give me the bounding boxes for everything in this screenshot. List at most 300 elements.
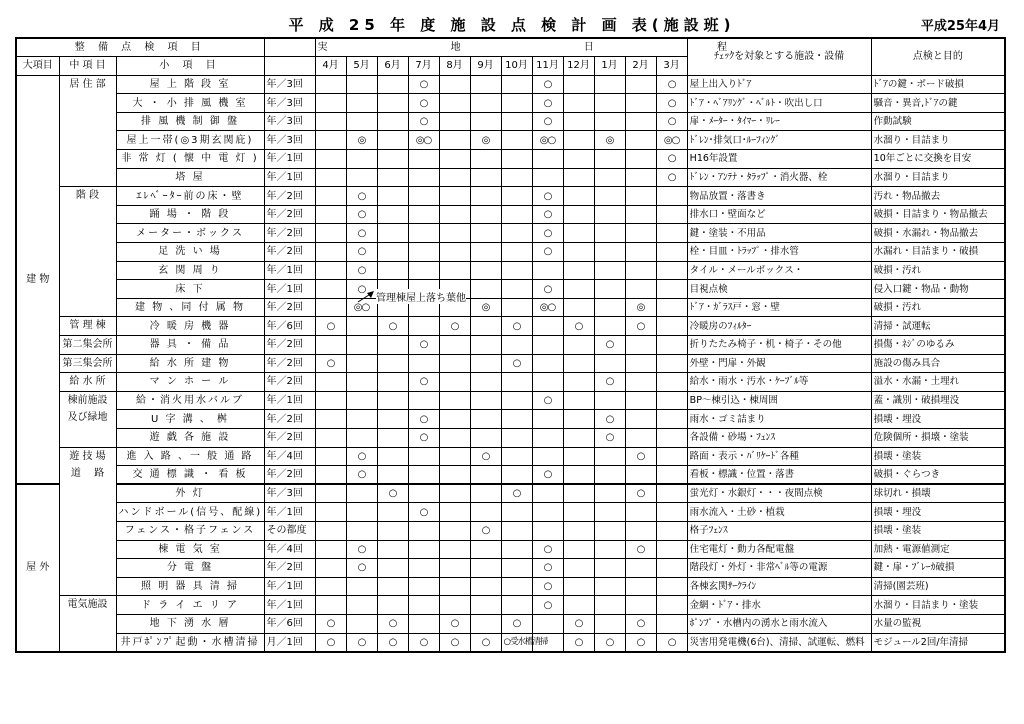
schedule-mark: ○: [377, 317, 408, 336]
schedule-mark: [377, 559, 408, 578]
schedule-mark: [656, 205, 687, 224]
schedule-mark: [315, 150, 346, 169]
schedule-mark: ◎○: [408, 131, 439, 150]
schedule-mark: [439, 503, 470, 522]
schedule-mark: [439, 75, 470, 94]
schedule-mark: [315, 168, 346, 187]
schedule-mark: [625, 187, 656, 206]
schedule-mark: ◎: [594, 131, 625, 150]
schedule-mark: [594, 205, 625, 224]
target-cell: BP～棟引込・棟周囲: [687, 391, 871, 410]
schedule-mark: [563, 373, 594, 392]
schedule-mark: [439, 354, 470, 373]
schedule-mark: [439, 224, 470, 243]
header-freq: [264, 57, 315, 76]
schedule-mark: ○: [625, 484, 656, 503]
schedule-mark: [563, 168, 594, 187]
target-cell: ﾄﾞｱ・ｶﾞﾗｽ戸・窓・壁: [687, 298, 871, 317]
schedule-mark: [470, 391, 501, 410]
schedule-mark: ○: [625, 614, 656, 633]
schedule-mark: [315, 447, 346, 466]
frequency-cell: 月／1回: [264, 633, 315, 652]
schedule-mark: [346, 614, 377, 633]
table-row: [16, 75, 1005, 94]
schedule-mark: [470, 205, 501, 224]
schedule-mark: [563, 410, 594, 429]
schedule-mark: [563, 428, 594, 447]
schedule-mark: [625, 75, 656, 94]
schedule-mark: [377, 187, 408, 206]
schedule-mark: [470, 540, 501, 559]
schedule-mark: [532, 484, 563, 503]
schedule-mark: [377, 94, 408, 113]
target-cell: 看板・標識・位置・落書: [687, 466, 871, 485]
frequency-cell: 年／4回: [264, 540, 315, 559]
purpose-cell: 損壊・塗装: [871, 521, 1005, 540]
header-target: ﾁｪｯｸを対象とする施設・設備: [687, 38, 871, 75]
schedule-mark: [439, 484, 470, 503]
table-row: [16, 428, 1005, 447]
schedule-mark: [315, 596, 346, 615]
frequency-cell: 年／6回: [264, 317, 315, 336]
schedule-mark: [656, 243, 687, 262]
small-item-cell: 照 明 器 具 清 掃: [116, 577, 264, 596]
schedule-mark: [470, 466, 501, 485]
header-month: 3月: [656, 57, 687, 76]
schedule-mark: [439, 428, 470, 447]
schedule-mark: [501, 373, 532, 392]
schedule-mark: [594, 243, 625, 262]
schedule-mark: [315, 94, 346, 113]
small-item-cell: 遊 戯 各 施 設: [116, 428, 264, 447]
schedule-mark: [408, 521, 439, 540]
schedule-mark: ○: [625, 447, 656, 466]
schedule-mark: ○: [501, 614, 532, 633]
schedule-mark: [377, 336, 408, 355]
header-month: 11月: [532, 57, 563, 76]
schedule-mark: ○: [532, 112, 563, 131]
mid-item-cell: 管 理 棟: [59, 317, 116, 336]
table-row: [16, 577, 1005, 596]
schedule-mark: ○: [656, 75, 687, 94]
schedule-mark: [563, 150, 594, 169]
schedule-mark: [594, 521, 625, 540]
schedule-mark: ○: [346, 187, 377, 206]
mid-item-cell: 棟前施設 及び緑地: [59, 391, 116, 447]
table-row: [16, 559, 1005, 578]
schedule-mark: [656, 577, 687, 596]
table-row: [16, 391, 1005, 410]
schedule-mark: [656, 484, 687, 503]
schedule-mark: [656, 187, 687, 206]
table-row: [16, 224, 1005, 243]
schedule-mark: [563, 205, 594, 224]
target-cell: 目視点検: [687, 280, 871, 299]
note-roof-leaves: 管理棟屋上落ち葉他: [376, 289, 466, 304]
schedule-mark: [563, 577, 594, 596]
header-blank: [264, 38, 315, 57]
schedule-mark: [501, 112, 532, 131]
schedule-mark: [501, 503, 532, 522]
schedule-mark: [470, 168, 501, 187]
purpose-cell: 球切れ・損壊: [871, 484, 1005, 503]
frequency-cell: 年／1回: [264, 503, 315, 522]
frequency-cell: 年／2回: [264, 354, 315, 373]
schedule-mark: ○: [346, 243, 377, 262]
inspection-schedule-table: [15, 37, 1006, 653]
schedule-mark: [315, 373, 346, 392]
page-title: 平 成 25 年 度 施 設 点 検 計 画 表(施設班): [288, 16, 736, 34]
schedule-mark: [346, 150, 377, 169]
schedule-mark: ◎○: [532, 131, 563, 150]
schedule-mark: [377, 150, 408, 169]
schedule-mark: [594, 94, 625, 113]
schedule-mark: [315, 112, 346, 131]
schedule-mark: [470, 187, 501, 206]
schedule-mark: [439, 205, 470, 224]
schedule-mark: [594, 577, 625, 596]
schedule-mark: ○: [346, 261, 377, 280]
target-cell: 折りたたみ椅子・机・椅子・その他: [687, 336, 871, 355]
schedule-mark: ○: [656, 150, 687, 169]
schedule-mark: [532, 168, 563, 187]
header-month: 10月: [501, 57, 532, 76]
target-cell: 住宅電灯・動力各配電盤: [687, 540, 871, 559]
table-row: [16, 280, 1005, 299]
schedule-mark: [563, 596, 594, 615]
schedule-mark: [594, 466, 625, 485]
purpose-cell: 水溜り・目詰まり: [871, 168, 1005, 187]
schedule-mark: [346, 112, 377, 131]
small-item-cell: ド ラ イ エ リ ア: [116, 596, 264, 615]
purpose-cell: 溢水・水漏・土埋れ: [871, 373, 1005, 392]
schedule-mark: [594, 187, 625, 206]
header-month: 6月: [377, 57, 408, 76]
schedule-mark: [501, 280, 532, 299]
schedule-mark: [315, 428, 346, 447]
schedule-mark: [625, 559, 656, 578]
schedule-mark: ○: [656, 633, 687, 652]
schedule-mark: [594, 150, 625, 169]
schedule-mark: ○: [532, 596, 563, 615]
small-item-cell: マ ン ホ ー ル: [116, 373, 264, 392]
schedule-mark: [346, 410, 377, 429]
schedule-mark: [563, 243, 594, 262]
schedule-mark: [625, 94, 656, 113]
schedule-mark: ○: [470, 633, 501, 652]
schedule-mark: [408, 317, 439, 336]
table-row: [16, 94, 1005, 113]
purpose-cell: 水溜り・目詰まり: [871, 131, 1005, 150]
mid-item-cell: 第二集会所: [59, 336, 116, 355]
large-item-cell: 建 物: [16, 75, 59, 484]
schedule-mark: [563, 540, 594, 559]
frequency-cell: 年／3回: [264, 112, 315, 131]
mid-item-cell: 階 段: [59, 187, 116, 317]
schedule-mark: [346, 75, 377, 94]
schedule-mark: [563, 391, 594, 410]
schedule-mark: [408, 559, 439, 578]
table-row: [16, 243, 1005, 262]
schedule-mark: [656, 317, 687, 336]
schedule-mark: ○: [532, 559, 563, 578]
schedule-mark: [625, 577, 656, 596]
schedule-mark: [594, 503, 625, 522]
table-row: [16, 150, 1005, 169]
schedule-mark: [501, 298, 532, 317]
schedule-mark: ○: [408, 428, 439, 447]
schedule-mark: [501, 243, 532, 262]
schedule-mark: [594, 112, 625, 131]
schedule-mark: [315, 336, 346, 355]
table-row: [16, 540, 1005, 559]
schedule-mark: ○: [594, 336, 625, 355]
schedule-mark: [594, 298, 625, 317]
schedule-mark: [656, 614, 687, 633]
schedule-mark: [625, 150, 656, 169]
purpose-cell: 破損・汚れ: [871, 261, 1005, 280]
schedule-mark: [656, 447, 687, 466]
schedule-mark: ○: [377, 484, 408, 503]
schedule-mark: [408, 596, 439, 615]
schedule-mark: [594, 391, 625, 410]
target-cell: 扉・ﾒｰﾀｰ・ﾀｲﾏｰ・ﾘﾚｰ: [687, 112, 871, 131]
schedule-mark: [563, 559, 594, 578]
schedule-mark: ◎: [625, 298, 656, 317]
schedule-mark: [439, 521, 470, 540]
small-item-cell: 屋上一帯(◎3期玄関庇): [116, 131, 264, 150]
schedule-mark: [594, 317, 625, 336]
schedule-mark: [594, 224, 625, 243]
schedule-mark: [315, 577, 346, 596]
schedule-mark: [625, 596, 656, 615]
purpose-cell: 危険個所・損壊・塗装: [871, 428, 1005, 447]
header-month: 1月: [594, 57, 625, 76]
schedule-mark: [377, 261, 408, 280]
schedule-mark: ○: [470, 521, 501, 540]
purpose-cell: 加熱・電源値測定: [871, 540, 1005, 559]
purpose-cell: 破損・汚れ: [871, 298, 1005, 317]
schedule-mark: [470, 373, 501, 392]
target-cell: 外壁・門扉・外観: [687, 354, 871, 373]
header-schedule: 実 地 日 程: [315, 38, 687, 57]
target-cell: 雨水・ゴミ詰まり: [687, 410, 871, 429]
target-cell: ﾄﾞｱ・ﾍﾞｱﾘﾝｸﾞ・ﾍﾞﾙﾄ・吹出し口: [687, 94, 871, 113]
mid-item-cell: 遊 技 場 道 路: [59, 447, 116, 596]
schedule-mark: ◎: [346, 131, 377, 150]
schedule-mark: [439, 410, 470, 429]
schedule-mark: [346, 484, 377, 503]
schedule-mark: [346, 503, 377, 522]
table-row: [16, 410, 1005, 429]
table-row: [16, 205, 1005, 224]
schedule-mark: [501, 168, 532, 187]
schedule-mark: [377, 243, 408, 262]
schedule-mark: ○: [594, 428, 625, 447]
schedule-mark: [346, 354, 377, 373]
small-item-cell: 進 入 路 、一 般 通 路: [116, 447, 264, 466]
schedule-mark: [501, 261, 532, 280]
schedule-mark: [594, 447, 625, 466]
schedule-mark: [563, 131, 594, 150]
small-item-cell: 棟 電 気 室: [116, 540, 264, 559]
schedule-mark: [377, 466, 408, 485]
frequency-cell: 年／2回: [264, 373, 315, 392]
schedule-mark: [656, 596, 687, 615]
purpose-cell: 破損・ぐらつき: [871, 466, 1005, 485]
schedule-mark: [408, 466, 439, 485]
schedule-mark: [377, 428, 408, 447]
schedule-mark: ○受水槽清掃: [501, 633, 532, 652]
schedule-mark: [625, 521, 656, 540]
schedule-mark: [501, 410, 532, 429]
header-month: 4月: [315, 57, 346, 76]
schedule-mark: ○: [408, 503, 439, 522]
schedule-mark: ○: [594, 373, 625, 392]
frequency-cell: 年／2回: [264, 559, 315, 578]
frequency-cell: その都度: [264, 521, 315, 540]
purpose-cell: 侵入口鍵・物品・動物: [871, 280, 1005, 299]
schedule-mark: [315, 187, 346, 206]
frequency-cell: 年／1回: [264, 596, 315, 615]
table-row: [16, 168, 1005, 187]
schedule-mark: [594, 614, 625, 633]
header-purpose: 点検と目的: [871, 38, 1005, 75]
schedule-mark: [439, 596, 470, 615]
schedule-mark: [377, 205, 408, 224]
schedule-mark: [315, 540, 346, 559]
schedule-mark: [470, 150, 501, 169]
schedule-mark: [656, 224, 687, 243]
schedule-mark: [377, 391, 408, 410]
small-item-cell: 非 常 灯 ( 懐 中 電 灯 ): [116, 150, 264, 169]
table-row: [16, 447, 1005, 466]
schedule-mark: ○: [408, 336, 439, 355]
schedule-mark: [563, 261, 594, 280]
schedule-mark: [377, 131, 408, 150]
schedule-mark: ○: [315, 354, 346, 373]
purpose-cell: 損傷・ﾈｼﾞのゆるみ: [871, 336, 1005, 355]
schedule-mark: [625, 205, 656, 224]
small-item-cell: 器 具 ・ 備 品: [116, 336, 264, 355]
schedule-mark: ◎○: [656, 131, 687, 150]
frequency-cell: 年／3回: [264, 484, 315, 503]
target-cell: ﾎﾟﾝﾌﾟ・水槽内の湧水と雨水流入: [687, 614, 871, 633]
small-item-cell: ｴﾚﾍﾞｰﾀｰ前の床・壁: [116, 187, 264, 206]
schedule-mark: [470, 503, 501, 522]
schedule-mark: [563, 298, 594, 317]
schedule-mark: [625, 466, 656, 485]
purpose-cell: モジュール2回/年清掃: [871, 633, 1005, 652]
schedule-mark: ○: [563, 633, 594, 652]
mid-item-cell: 居 住 部: [59, 75, 116, 187]
schedule-mark: [470, 577, 501, 596]
schedule-mark: [315, 243, 346, 262]
schedule-mark: [625, 112, 656, 131]
schedule-mark: ○: [625, 540, 656, 559]
target-cell: 災害用発電機(6台)、清掃、試運転、燃料: [687, 633, 871, 652]
schedule-mark: [315, 261, 346, 280]
target-cell: 格子ﾌｪﾝｽ: [687, 521, 871, 540]
schedule-mark: [625, 131, 656, 150]
schedule-mark: ○: [532, 94, 563, 113]
schedule-mark: [470, 336, 501, 355]
table-row: [16, 336, 1005, 355]
purpose-cell: 清掃・試運転: [871, 317, 1005, 336]
table-row: [16, 596, 1005, 615]
schedule-mark: [315, 503, 346, 522]
schedule-mark: [594, 280, 625, 299]
schedule-mark: [594, 261, 625, 280]
schedule-mark: [315, 280, 346, 299]
small-item-cell: 排 風 機 制 御 盤: [116, 112, 264, 131]
header-month: 5月: [346, 57, 377, 76]
small-item-cell: 交 通 標 識 ・ 看 板: [116, 466, 264, 485]
schedule-mark: [408, 577, 439, 596]
small-item-cell: 足 洗 い 場: [116, 243, 264, 262]
schedule-mark: [563, 466, 594, 485]
schedule-mark: ○: [532, 205, 563, 224]
schedule-mark: [315, 559, 346, 578]
schedule-mark: [470, 243, 501, 262]
schedule-mark: [377, 354, 408, 373]
table-row: [16, 503, 1005, 522]
schedule-mark: [563, 484, 594, 503]
schedule-mark: [501, 540, 532, 559]
schedule-mark: [315, 391, 346, 410]
schedule-mark: ○: [563, 317, 594, 336]
small-item-cell: 建 物 、同 付 属 物: [116, 298, 264, 317]
mid-item-cell: 電気施設: [59, 596, 116, 652]
schedule-mark: [656, 354, 687, 373]
schedule-mark: [501, 75, 532, 94]
small-item-cell: 井戸ﾎﾟﾝﾌﾟ起動・水槽清掃: [116, 633, 264, 652]
target-cell: 排水口・壁面など: [687, 205, 871, 224]
schedule-mark: [625, 336, 656, 355]
table-row: [16, 298, 1005, 317]
schedule-mark: [594, 540, 625, 559]
schedule-mark: [532, 521, 563, 540]
schedule-mark: [532, 317, 563, 336]
schedule-mark: [470, 559, 501, 578]
schedule-mark: [563, 447, 594, 466]
schedule-mark: [656, 503, 687, 522]
schedule-mark: [377, 447, 408, 466]
schedule-mark: [315, 224, 346, 243]
schedule-mark: ○: [501, 354, 532, 373]
schedule-mark: ○: [501, 317, 532, 336]
note-arrow: [356, 290, 376, 304]
schedule-mark: [625, 391, 656, 410]
small-item-cell: 大 ・ 小 排 風 機 室: [116, 94, 264, 113]
schedule-mark: [501, 131, 532, 150]
schedule-mark: [501, 336, 532, 355]
schedule-mark: [470, 261, 501, 280]
header-large-item: 大項目: [16, 57, 59, 76]
schedule-mark: [439, 577, 470, 596]
schedule-mark: ○: [656, 112, 687, 131]
schedule-mark: [408, 150, 439, 169]
schedule-mark: ◎○: [532, 298, 563, 317]
schedule-mark: [501, 521, 532, 540]
schedule-mark: [377, 224, 408, 243]
schedule-mark: [346, 373, 377, 392]
schedule-mark: ○: [377, 614, 408, 633]
schedule-mark: [439, 150, 470, 169]
schedule-mark: [346, 317, 377, 336]
target-cell: 蛍光灯・水銀灯・・・夜間点検: [687, 484, 871, 503]
schedule-mark: ○: [656, 168, 687, 187]
